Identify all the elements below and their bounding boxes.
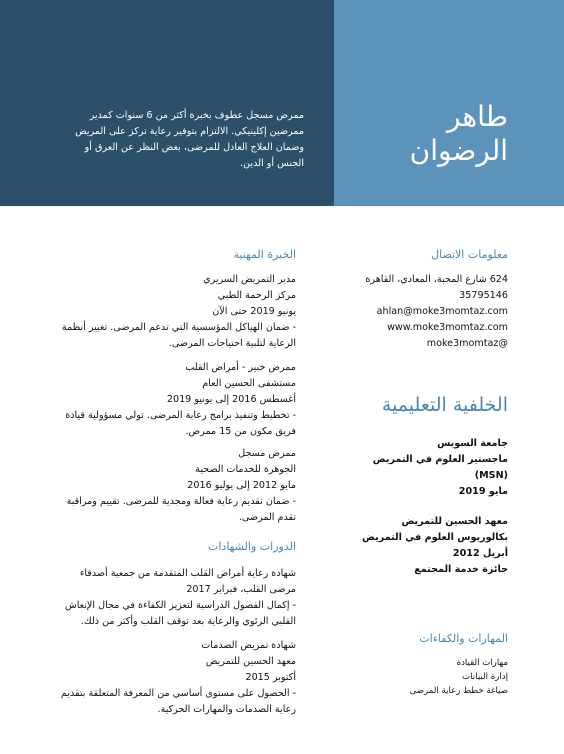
skill-item: صياغة خطط رعاية المرضى [409,686,508,696]
job-role: مدير التمريض السريري [203,274,296,285]
education-degree: بكالوريوس العلوم في التمريض [362,532,508,543]
job-org: الجوهرة للخدمات الصحية [195,464,296,475]
job-period: يونيو 2019 حتى الآن [212,306,296,317]
job-org: مركز الرحمة الطبي [217,290,296,301]
experience-title: الخبرة المهنية [233,248,296,261]
education-entry [328,514,508,578]
job-description: - ضمان الهياكل المؤسسية التي تدعم المرضى. تغيير أنظمة الرعاية لتلبية احتياجات المرضى. [61,322,296,349]
header-summary-panel [0,0,334,206]
course-entry [52,638,296,718]
job-entry [56,446,296,526]
job-entry [56,360,296,440]
job-period: مايو 2012 إلى يوليو 2016 [187,480,296,491]
skills-title: المهارات والكفاءات [419,632,508,645]
education-date: مايو 2019 [458,486,508,497]
job-role: ممرض مسجل [238,448,296,459]
job-period: أغسطس 2016 إلى يونيو 2019 [166,394,296,405]
contact-website[interactable]: www.moke3momtaz.com [387,322,508,333]
contact-social[interactable]: moke3momtaz@ [426,338,508,349]
education-entry [328,436,508,500]
course-description: - إكمال الفصول الدراسية لتعزيز الكفاءة في مجال الإنعاش القلبي الرئوي والرعاية بعد توقف القلب وأكثر من ذلك. [65,600,296,627]
education-title: الخلفية التعليمية [381,394,508,416]
contact-info [328,272,508,352]
contact-title: معلومات الاتصال [431,248,508,261]
education-date: أبريل 2012 [452,548,508,559]
courses-title: الدورات والشهادات [208,540,296,553]
skill-item: مهارات القيادة [456,658,508,668]
candidate-name [410,100,508,168]
job-description: - تخطيط وتنفيذ برامج رعاية المرضى. تولي مسؤولية قيادة فريق مكون من 15 ممرض. [65,410,296,437]
course-name: شهادة تمريض الصدمات [201,640,296,651]
course-description: - الحصول على مستوى أساسي من المعرفة المتعلقة بتقديم رعاية الصدمات والمهارات الحركية. [60,688,296,715]
job-org: مستشفى الحسين العام [202,378,296,389]
course-name: شهادة رعاية أمراض القلب المتقدمة من جمعية أصدقاء مرضى القلب، فبراير 2017 [79,568,296,595]
education-award: جائزة خدمة المجتمع [414,564,508,575]
education-school: جامعة السويس [437,438,508,449]
last-name: الرضوان [409,134,508,167]
first-name: طاهر [446,100,508,133]
skill-item: إدارة البيانات [462,672,508,682]
contact-phone: 35795146 [459,290,508,301]
profile-summary: ممرض مسجل عطوف بخبرة أكثر من 6 سنوات كمدير ممرضين إكلينيكي. الالتزام بتوفير رعاية تركز على المريض وضمان العلاج العادل للمرضى، بغض النظر عن العرق أو الجنس أو الدين. [75,110,304,169]
course-entry [52,566,296,630]
contact-email[interactable]: ahlan@moke3momtaz.com [376,306,508,317]
contact-address: 624 شارع المحبة، المعادي، القاهرة [365,274,508,285]
job-description: - ضمان تقديم رعاية فعالة ومجدية للمرضى. تقييم ومراقبة تقدم المرضى. [66,496,296,523]
education-degree-abbr: (MSN) [474,470,508,481]
course-date: أكتوبر 2015 [245,672,296,683]
skills-list [328,656,508,698]
education-degree: ماجستير العلوم في التمريض [372,454,508,465]
job-role: ممرض خبير - أمراض القلب [185,362,296,373]
education-school: معهد الحسين للتمريض [401,516,508,527]
job-entry [56,272,296,352]
course-org: معهد الحسين للتمريض [205,656,296,667]
